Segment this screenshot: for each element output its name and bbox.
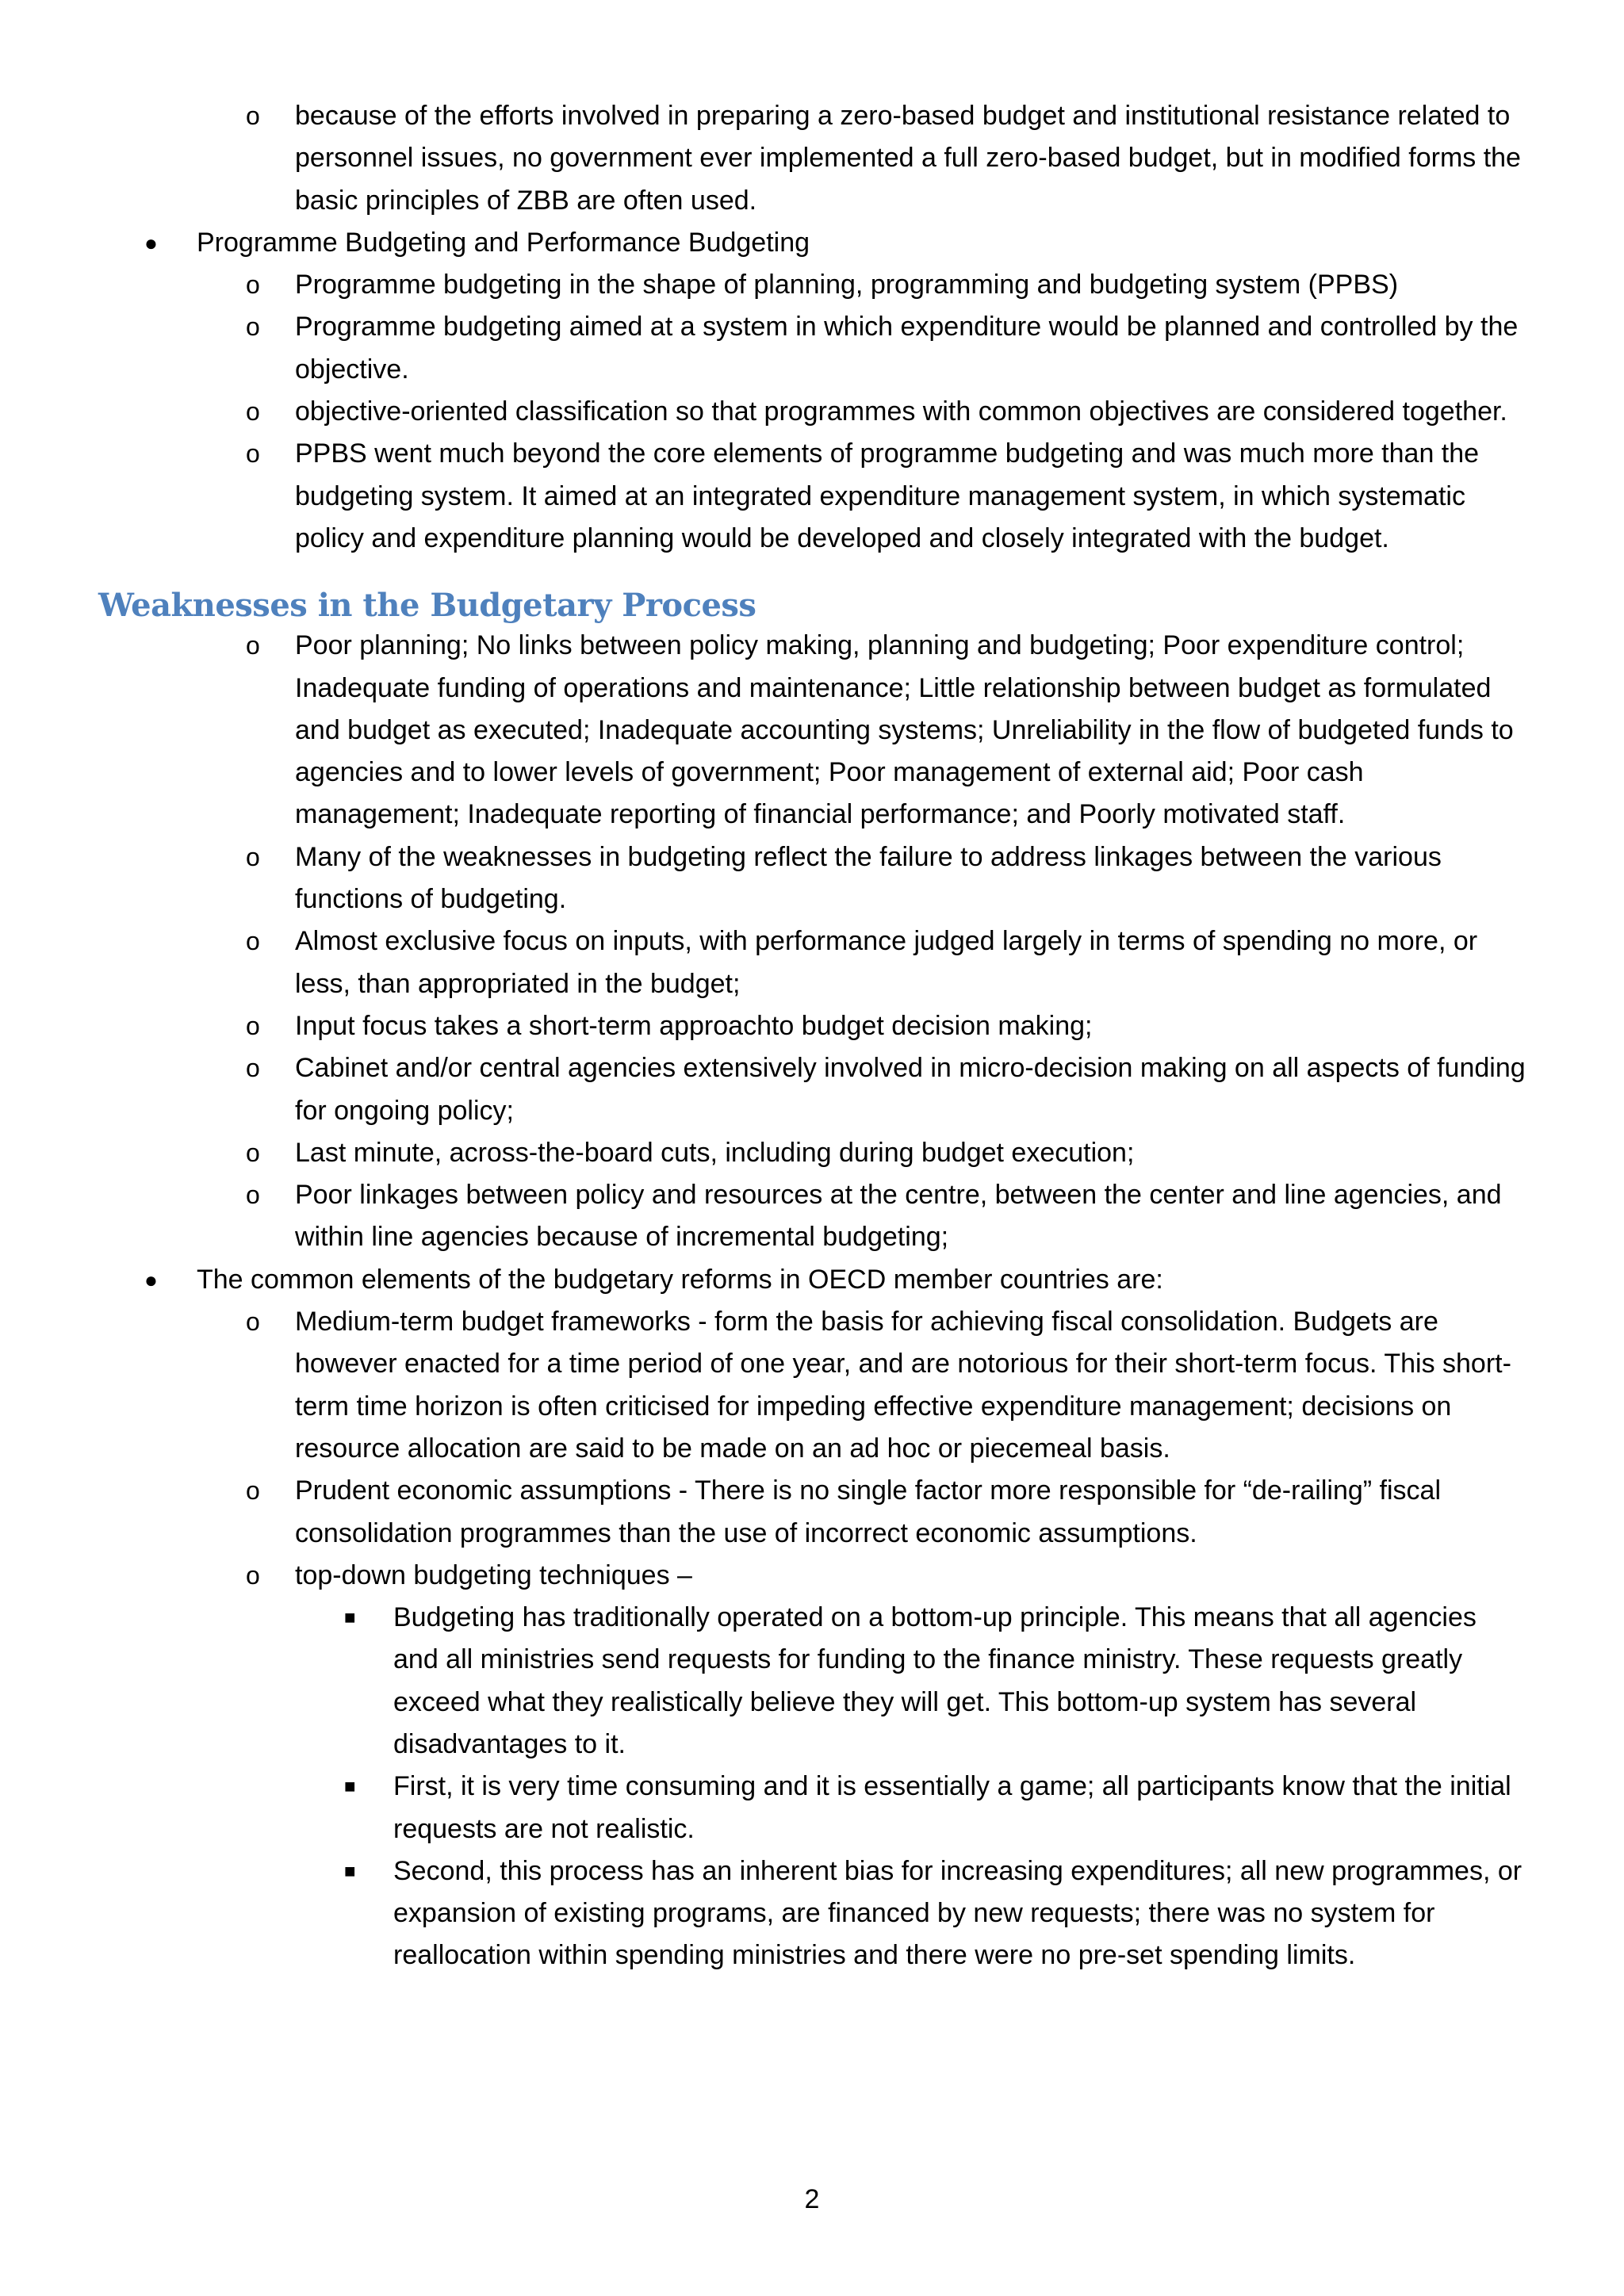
list-item-text: Input focus takes a short-term approachto budget decision making; <box>295 1010 1093 1041</box>
list-item <box>0 222 1529 264</box>
list-item <box>0 1470 1529 1555</box>
list-item-text: Cabinet and/or central agencies extensively involved in micro-decision making on all aspects of funding for ongoing policy; <box>295 1053 1526 1126</box>
bullet-circle-icon: o <box>246 1138 260 1167</box>
list-item-text: Last minute, across-the-board cuts, including during budget execution; <box>295 1137 1135 1168</box>
bullet-circle-icon: o <box>246 1560 260 1590</box>
list-item <box>0 264 1529 306</box>
list-item <box>0 1047 1529 1132</box>
bullet-circle-icon: o <box>246 1011 260 1040</box>
bullet-circle-icon: o <box>246 270 260 300</box>
bullet-square-icon: ■ <box>344 1860 356 1882</box>
section-heading: Weaknesses in the Budgetary Process <box>98 587 756 625</box>
bullet-circle-icon: o <box>246 1476 260 1506</box>
list-item <box>0 1555 1529 1597</box>
list-item <box>0 1850 1529 1977</box>
list-item <box>0 95 1529 222</box>
list-item-text: Prudent economic assumptions - There is no single factor more responsible for “de-railing” fiscal consolidation programmes than the use of incorrect economic assumptions. <box>295 1475 1442 1548</box>
list-item-text: Poor linkages between policy and resources at the centre, between the center and line agencies, and within line agencies because of incremental budgeting; <box>295 1180 1502 1253</box>
list-item <box>0 433 1529 560</box>
list-item <box>0 920 1529 1005</box>
bullet-square-icon: ■ <box>344 1607 356 1629</box>
page-number: 2 <box>804 2184 820 2214</box>
list-item <box>0 1597 1529 1766</box>
bullet-dot-icon: ● <box>144 1267 158 1292</box>
bullet-circle-icon: o <box>246 927 260 956</box>
bullet-circle-icon: o <box>246 1181 260 1210</box>
list-item <box>0 1301 1529 1470</box>
bullet-circle-icon: o <box>246 631 260 660</box>
list-item <box>0 1005 1529 1047</box>
list-item-text: Programme budgeting aimed at a system in which expenditure would be planned and controlled by the objective. <box>295 312 1519 385</box>
list-item <box>0 1174 1529 1259</box>
bullet-circle-icon: o <box>246 1054 260 1083</box>
bullet-square-icon: ■ <box>344 1776 356 1798</box>
list-item-text: Budgeting has traditionally operated on a bottom-up principle. This means that all agencies and all ministries send requests for funding to the finance ministry. These requests greatly exceed what they realistically believe they will get. This bottom-up system has several disadvantages to it. <box>393 1602 1477 1759</box>
bullet-circle-icon: o <box>246 101 260 130</box>
list-item <box>0 1132 1529 1174</box>
list-item-text: First, it is very time consuming and it is essentially a game; all participants know that the initial requests are not realistic. <box>393 1771 1511 1844</box>
list-item-text: because of the efforts involved in preparing a zero-based budget and institutional resistance related to personnel issues, no government ever implemented a full zero-based budget, but in modified forms the basic principles of ZBB are often used. <box>295 101 1521 216</box>
list-item-text: The common elements of the budgetary reforms in OECD member countries are: <box>197 1264 1163 1295</box>
list-item-text: PPBS went much beyond the core elements of programme budgeting and was much more than the budgeting system. It aimed at an integrated expenditure management system, in which systematic policy and expenditure planning would be developed and closely integrated with the budget. <box>295 438 1480 553</box>
list-item <box>0 1766 1529 1850</box>
list-item-text: Second, this process has an inherent bias for increasing expenditures; all new programmes, or expansion of existing programs, are financed by new requests; there was no system for reallocation within spending ministries and there were no pre-set spending limits. <box>393 1855 1522 1971</box>
list-item <box>0 306 1529 391</box>
bullet-circle-icon: o <box>246 439 260 469</box>
document-body <box>0 95 1624 1977</box>
list-item <box>0 391 1529 433</box>
list-item-text: Many of the weaknesses in budgeting reflect the failure to address linkages between the various functions of budgeting. <box>295 841 1442 915</box>
list-item-text: top-down budgeting techniques – <box>295 1559 692 1590</box>
bullet-circle-icon: o <box>246 842 260 871</box>
list-item <box>0 625 1529 836</box>
bullet-circle-icon: o <box>246 397 260 427</box>
bullet-circle-icon: o <box>246 1307 260 1337</box>
list-item-text: Programme Budgeting and Performance Budgeting <box>197 227 810 258</box>
list-item-text: objective-oriented classification so that programmes with common objectives are considered together. <box>295 396 1507 427</box>
bullet-circle-icon: o <box>246 312 260 342</box>
list-item-text: Poor planning; No links between policy making, planning and budgeting; Poor expenditure control; Inadequate funding of operations and maintenance; Little relationship between budget as formulated and budget as executed; Inadequate accounting systems; Unreliability in the flow of budgeted funds to agencies and to lower levels of government; Poor management of external aid; Poor cash management; Inadequate reporting of financial performance; and Poorly motivated staff. <box>295 630 1514 830</box>
list-item-text: Programme budgeting in the shape of planning, programming and budgeting system (PPBS) <box>295 270 1399 300</box>
list-item <box>0 836 1529 921</box>
list-item <box>0 1259 1529 1301</box>
list-item-text: Almost exclusive focus on inputs, with performance judged largely in terms of spending no more, or less, than appropriated in the budget; <box>295 926 1478 999</box>
list-item-text: Medium-term budget frameworks - form the basis for achieving fiscal consolidation. Budgets are however enacted for a time period of one year, and are notorious for their short-term focus. This short-term time horizon is often criticised for impeding effective expenditure management; decisions on resource allocation are said to be made on an ad hoc or piecemeal basis. <box>295 1307 1511 1464</box>
bullet-dot-icon: ● <box>144 230 158 255</box>
